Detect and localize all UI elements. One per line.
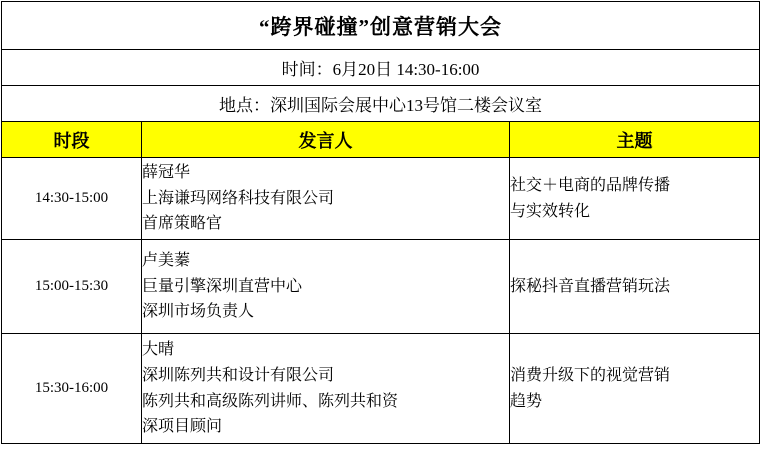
event-time: 时间：6月20日 14:30-16:00 xyxy=(2,50,760,86)
event-location: 地点：深圳国际会展中心13号馆二楼会议室 xyxy=(2,86,760,122)
speaker-name: 薛冠华 xyxy=(142,164,191,182)
session-time: 15:00-15:30 xyxy=(2,240,142,334)
page-title: “跨界碰撞”创意营销大会 xyxy=(2,2,760,50)
session-time: 15:30-16:00 xyxy=(2,334,142,444)
speaker-company: 巨量引擎深圳直营中心 xyxy=(142,277,303,295)
session-topic xyxy=(510,334,760,444)
location-row xyxy=(2,86,760,122)
table-row xyxy=(2,240,760,334)
topic-line: 探秘抖音直播营销玩法 xyxy=(510,277,671,295)
title-row xyxy=(2,2,760,50)
topic-line: 社交＋电商的品牌传播 xyxy=(510,176,671,194)
session-speaker xyxy=(142,334,510,444)
speaker-name: 卢美蓁 xyxy=(142,252,191,270)
time-row xyxy=(2,50,760,86)
column-header-speaker: 发言人 xyxy=(142,122,510,158)
speaker-company: 深圳陈列共和设计有限公司 xyxy=(142,366,335,384)
speaker-role: 深圳市场负责人 xyxy=(142,303,255,321)
speaker-role-cont: 深项目顾问 xyxy=(142,418,223,436)
table-row xyxy=(2,334,760,444)
agenda-table xyxy=(1,1,760,444)
table-header-row xyxy=(2,122,760,158)
topic-line: 与实效转化 xyxy=(510,202,591,220)
table-row xyxy=(2,158,760,240)
column-header-time: 时段 xyxy=(2,122,142,158)
session-time: 14:30-15:00 xyxy=(2,158,142,240)
session-topic xyxy=(510,240,760,334)
speaker-name: 大晴 xyxy=(142,341,175,359)
speaker-role: 陈列共和高级陈列讲师、陈列共和资 xyxy=(142,392,399,410)
speaker-company: 上海谦玛网络科技有限公司 xyxy=(142,189,335,207)
topic-line: 趋势 xyxy=(510,392,543,410)
column-header-topic: 主题 xyxy=(510,122,760,158)
session-topic xyxy=(510,158,760,240)
session-speaker xyxy=(142,240,510,334)
speaker-role: 首席策略官 xyxy=(142,215,223,233)
topic-line: 消费升级下的视觉营销 xyxy=(510,366,671,384)
session-speaker xyxy=(142,158,510,240)
